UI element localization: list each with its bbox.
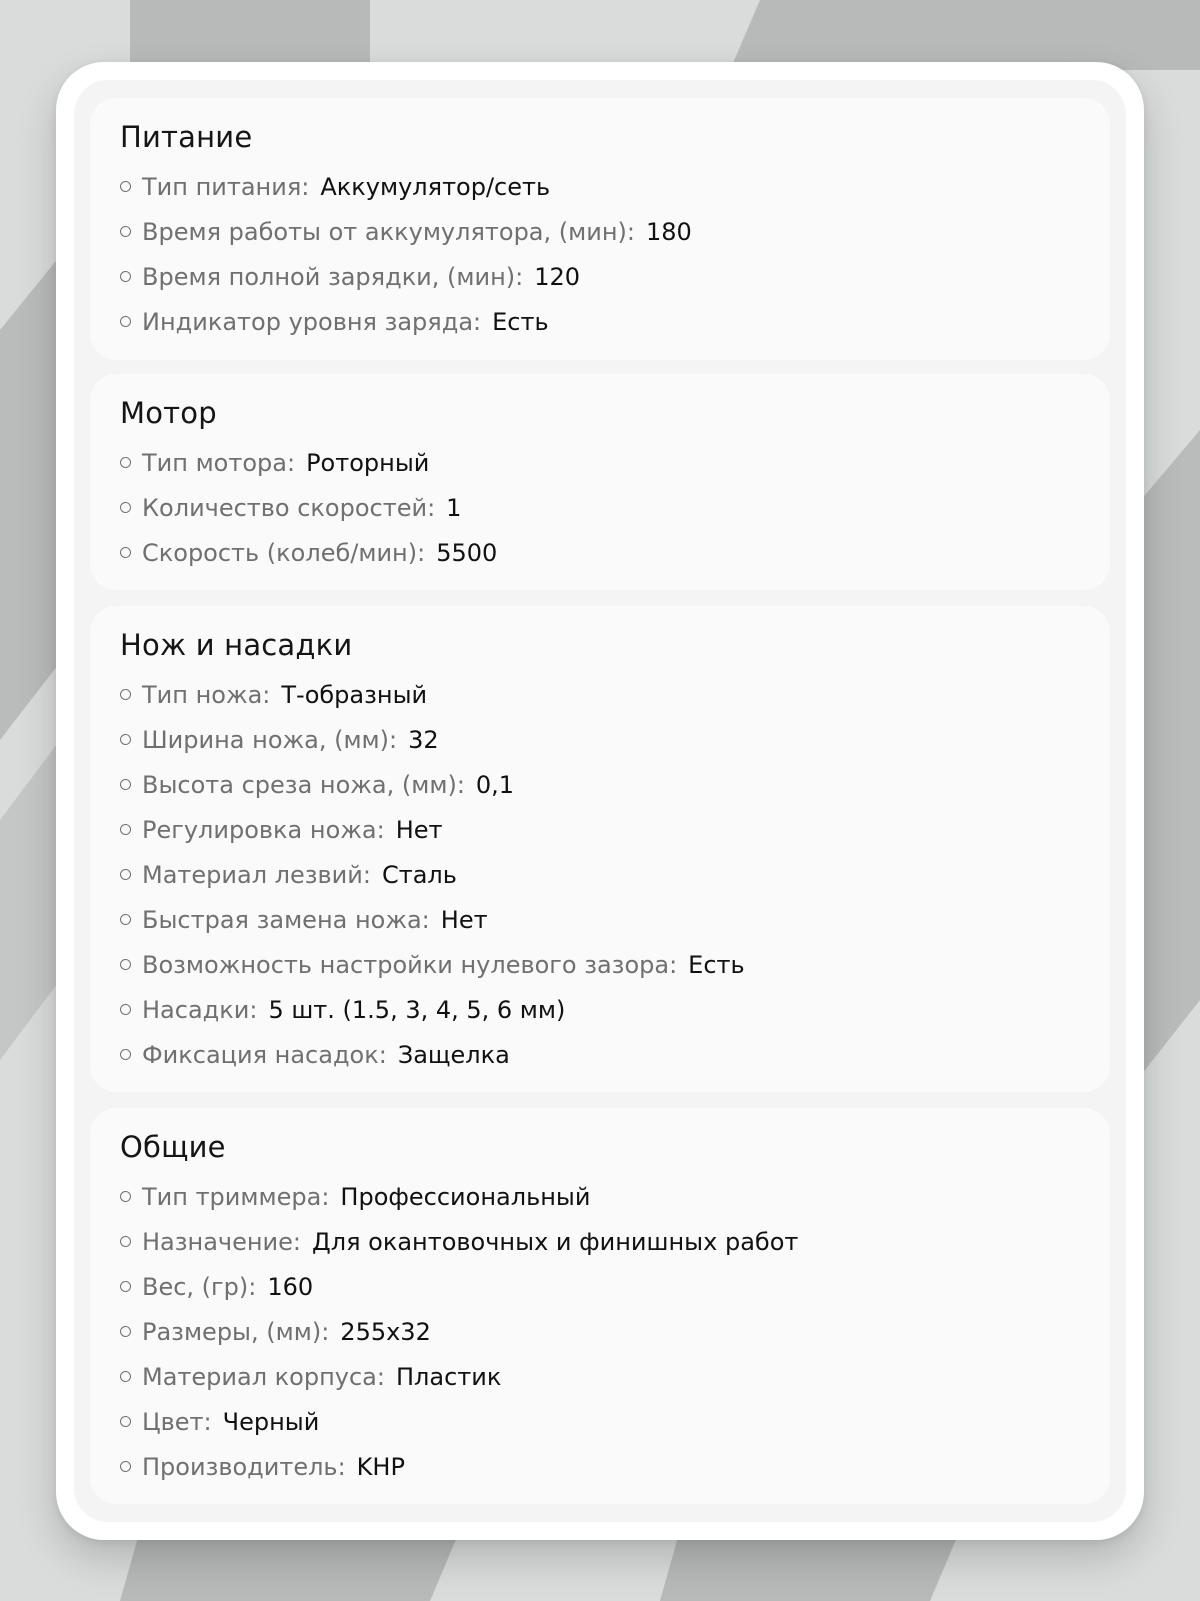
section-title: Общие	[120, 1130, 226, 1164]
spec-label: Насадки	[142, 995, 250, 1024]
spec-label: Скорость (колеб/мин)	[142, 538, 418, 567]
list-item	[120, 1219, 798, 1264]
spec-label: Высота среза ножа, (мм)	[142, 770, 457, 799]
spec-colon: :	[376, 1362, 385, 1391]
spec-value: Есть	[492, 307, 549, 336]
spec-value: Т-образный	[281, 680, 428, 709]
spec-value: Есть	[688, 950, 745, 979]
circle-bullet-icon	[120, 1416, 131, 1427]
spec-colon: :	[427, 493, 436, 522]
section-title: Мотор	[120, 396, 217, 430]
spec-label: Количество скоростей	[142, 493, 428, 522]
list-item	[120, 1032, 745, 1077]
spec-label: Вес, (гр)	[142, 1272, 249, 1301]
spec-value: Для окантовочных и финишных работ	[312, 1227, 799, 1256]
list-item	[120, 440, 497, 485]
spec-colon: :	[292, 1227, 302, 1256]
circle-bullet-icon	[120, 1236, 131, 1247]
spec-colon: :	[262, 680, 271, 709]
spec-value: 255x32	[340, 1317, 431, 1346]
spec-value: Аккумулятор/сеть	[320, 172, 551, 201]
spec-value: Нет	[395, 815, 443, 844]
spec-value: 0,1	[475, 770, 515, 799]
circle-bullet-icon	[120, 869, 131, 880]
spec-label: Ширина ножа, (мм)	[142, 725, 390, 754]
list-item	[120, 807, 745, 852]
spec-colon: :	[473, 307, 482, 336]
spec-value: Сталь	[381, 860, 457, 889]
spec-colon: :	[248, 1272, 257, 1301]
spec-label: Размеры, (мм)	[142, 1317, 322, 1346]
spec-value: Нет	[440, 905, 488, 934]
circle-bullet-icon	[120, 779, 131, 790]
list-item	[120, 987, 745, 1032]
circle-bullet-icon	[120, 502, 131, 513]
spec-label: Тип мотора	[142, 448, 287, 477]
list-item	[120, 1444, 798, 1489]
list-item	[120, 897, 745, 942]
spec-value: 1	[446, 493, 462, 522]
list-item	[120, 1309, 798, 1354]
list-item	[120, 942, 745, 987]
spec-colon: :	[249, 995, 258, 1024]
spec-value: 32	[408, 725, 439, 754]
spec-label: Тип ножа	[142, 680, 263, 709]
spec-colon: :	[456, 770, 465, 799]
spec-colon: :	[301, 172, 310, 201]
spec-value: KHP	[356, 1452, 405, 1481]
spec-colon: :	[203, 1407, 212, 1436]
spec-value: Профессиональный	[340, 1182, 591, 1211]
list-item	[120, 852, 745, 897]
circle-bullet-icon	[120, 1281, 131, 1292]
section-title: Нож и насадки	[120, 628, 353, 662]
section-motor	[90, 374, 1110, 590]
list-item	[120, 1399, 798, 1444]
list-item	[120, 299, 692, 344]
spec-value: 5 шт. (1.5, 3, 4, 5, 6 мм)	[268, 995, 566, 1024]
circle-bullet-icon	[120, 316, 131, 327]
circle-bullet-icon	[120, 914, 131, 925]
circle-bullet-icon	[120, 1004, 131, 1015]
spec-value: Защелка	[397, 1040, 510, 1069]
list-item	[120, 485, 497, 530]
list-item	[120, 1264, 798, 1309]
spec-label: Тип питания	[142, 172, 302, 201]
spec-colon: :	[669, 950, 678, 979]
list-item	[120, 762, 745, 807]
circle-bullet-icon	[120, 547, 131, 558]
spec-label: Тип триммера	[142, 1182, 322, 1211]
section-title: Питание	[120, 120, 253, 154]
circle-bullet-icon	[120, 181, 131, 192]
circle-bullet-icon	[120, 689, 131, 700]
list-item	[120, 717, 745, 762]
spec-value: 120	[534, 262, 581, 291]
circle-bullet-icon	[120, 734, 131, 745]
spec-colon: :	[337, 1452, 346, 1481]
spec-list	[120, 440, 497, 575]
spec-value: Роторный	[306, 448, 430, 477]
spec-label: Быстрая замена ножа	[142, 905, 422, 934]
spec-colon: :	[321, 1182, 330, 1211]
spec-value: 5500	[436, 538, 498, 567]
circle-bullet-icon	[120, 1049, 131, 1060]
section-general	[90, 1108, 1110, 1504]
spec-label: Возможность настройки нулевого зазора	[142, 950, 670, 979]
spec-value: Черный	[222, 1407, 320, 1436]
list-item	[120, 1174, 798, 1219]
circle-bullet-icon	[120, 959, 131, 970]
list-item	[120, 1354, 798, 1399]
spec-colon: :	[626, 217, 635, 246]
list-item	[120, 209, 692, 254]
spec-colon: :	[286, 448, 296, 477]
spec-label: Фиксация насадок	[142, 1040, 379, 1069]
circle-bullet-icon	[120, 1461, 131, 1472]
spec-list	[120, 1174, 798, 1489]
spec-list	[120, 672, 745, 1077]
spec-label: Время полной зарядки, (мин)	[142, 262, 516, 291]
spec-colon: :	[389, 725, 398, 754]
spec-label: Материал лезвий	[142, 860, 363, 889]
list-item	[120, 164, 692, 209]
circle-bullet-icon	[120, 457, 131, 468]
spec-colon: :	[321, 1317, 330, 1346]
spec-value: 180	[645, 217, 692, 246]
spec-value: 160	[267, 1272, 314, 1301]
spec-colon: :	[362, 860, 371, 889]
spec-label: Время работы от аккумулятора, (мин)	[142, 217, 627, 246]
spec-colon: :	[376, 815, 385, 844]
list-item	[120, 672, 745, 717]
spec-list	[120, 164, 692, 344]
section-power	[90, 98, 1110, 360]
spec-label: Материал корпуса	[142, 1362, 377, 1391]
list-item	[120, 254, 692, 299]
spec-colon: :	[417, 538, 426, 567]
spec-colon: :	[421, 905, 430, 934]
spec-label: Назначение	[142, 1227, 293, 1256]
spec-value: Пластик	[395, 1362, 502, 1391]
list-item	[120, 530, 497, 575]
circle-bullet-icon	[120, 271, 131, 282]
circle-bullet-icon	[120, 226, 131, 237]
spec-label: Производитель	[142, 1452, 338, 1481]
spec-label: Цвет	[142, 1407, 204, 1436]
spec-label: Индикатор уровня заряда	[142, 307, 474, 336]
section-blade-and-attachments	[90, 606, 1110, 1092]
circle-bullet-icon	[120, 824, 131, 835]
circle-bullet-icon	[120, 1326, 131, 1337]
spec-colon: :	[378, 1040, 387, 1069]
spec-colon: :	[515, 262, 524, 291]
circle-bullet-icon	[120, 1371, 131, 1382]
spec-label: Регулировка ножа	[142, 815, 377, 844]
circle-bullet-icon	[120, 1191, 131, 1202]
